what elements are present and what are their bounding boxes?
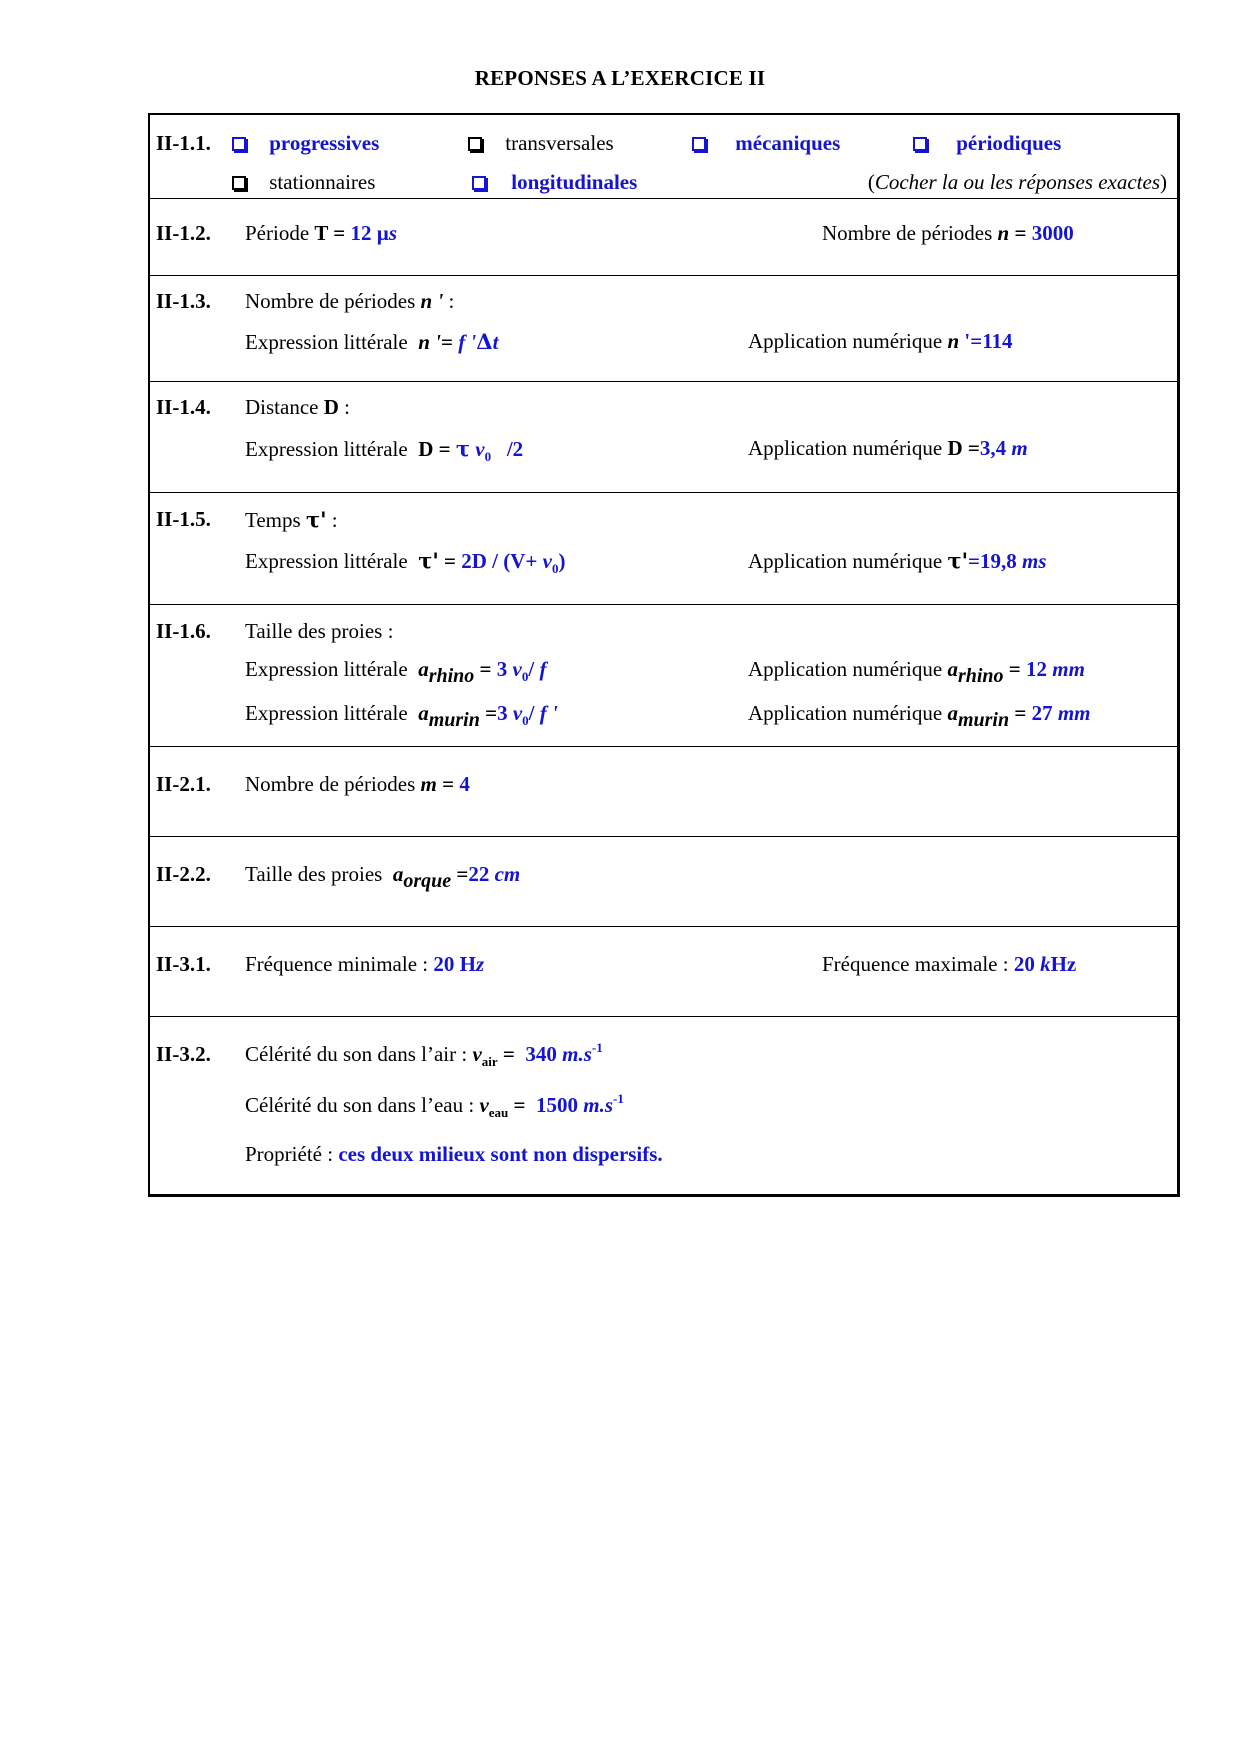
literal-expression-rhino: Expression littérale $a_{rhino} = 3$ $v_0/$ f — [245, 657, 547, 687]
question-number: II-2.2. — [156, 862, 211, 886]
row-q112 — [150, 198, 1177, 276]
question-number: II-1.3. — [156, 289, 211, 313]
water-speed-answer: Célérité du son dans l’eau : $v_{eau} = 1500$ $m.s^{-1}$ — [245, 1091, 624, 1120]
page-title: REPONSES A L’EXERCICE II — [474, 66, 766, 90]
question-number: II-1.5. — [156, 507, 211, 531]
question-number: II-1.2. — [156, 221, 211, 245]
row-q116 — [150, 604, 1177, 747]
option-longitudinales[interactable]: longitudinales — [472, 170, 637, 195]
air-speed-answer: Célérité du son dans l’air : $v_{air} = 340$ $m.s^{-1}$ — [245, 1040, 603, 1069]
literal-expression: Expression littérale $\tau' = 2D / (V+ v_0)$ — [245, 548, 566, 576]
numerical-application: Application numérique D =3,4 m — [748, 436, 1028, 460]
period-count-answer: Nombre de périodes n = 3000 — [822, 221, 1074, 245]
checkbox-icon[interactable] — [472, 176, 486, 190]
question-number: II-1.1. — [156, 131, 211, 155]
row-q132 — [150, 1016, 1177, 1194]
answer-table — [148, 113, 1180, 1197]
numerical-application-rhino: Application numérique $a_{rhino} = 12$ mm — [748, 657, 1085, 687]
checkbox-icon[interactable] — [232, 176, 246, 190]
option-transversales[interactable]: transversales — [468, 131, 614, 156]
row-q114 — [150, 381, 1177, 493]
instruction-note: (Cocher la ou les réponses exactes) — [867, 170, 1167, 194]
question-number: II-2.1. — [156, 772, 211, 796]
option-progressives[interactable]: progressives — [232, 131, 379, 156]
question-intro: Taille des proies : — [245, 619, 394, 643]
max-frequency-answer: Fréquence maximale : 20 kHz — [822, 952, 1077, 976]
period-answer: Période T = 12 µs — [245, 221, 398, 245]
checkbox-icon[interactable] — [468, 137, 482, 151]
question-number: II-1.6. — [156, 619, 211, 643]
question-number: II-3.2. — [156, 1042, 211, 1066]
numerical-application: Application numérique τ'=19,8 ms — [748, 548, 1047, 573]
row-q115 — [150, 492, 1177, 605]
option-periodiques[interactable]: périodiques — [913, 131, 1061, 156]
literal-expression: Expression littérale D = τ $v_0$ /2 — [245, 436, 524, 464]
min-frequency-answer: Fréquence minimale : 20 Hz — [245, 952, 485, 976]
row-q122 — [150, 836, 1177, 927]
numerical-application-murin: Application numérique $a_{murin} = 27$ mm — [748, 701, 1091, 731]
row-q113 — [150, 275, 1177, 382]
question-number: II-3.1. — [156, 952, 211, 976]
question-intro: Nombre de périodes n ' : — [245, 289, 455, 313]
option-stationnaires[interactable]: stationnaires — [232, 170, 375, 195]
checkbox-icon[interactable] — [913, 137, 927, 151]
literal-expression: Expression littérale n '= f 'Δt — [245, 329, 499, 354]
question-intro: Distance D : — [245, 395, 350, 419]
property-answer: Propriété : ces deux milieux sont non dispersifs. — [245, 1142, 663, 1166]
row-q111 — [150, 115, 1177, 199]
row-q131 — [150, 926, 1177, 1017]
row-q121 — [150, 746, 1177, 837]
option-mecaniques[interactable]: mécaniques — [692, 131, 840, 156]
question-number: II-1.4. — [156, 395, 211, 419]
period-count-answer: Nombre de périodes m = 4 — [245, 772, 470, 796]
numerical-application: Application numérique n '=114 — [748, 329, 1013, 353]
prey-size-answer: Taille des proies $a_{orque} =22$ cm — [245, 862, 521, 892]
question-intro: Temps τ' : — [245, 507, 338, 532]
checkbox-icon[interactable] — [692, 137, 706, 151]
literal-expression-murin: Expression littérale $a_{murin} =3$ $v_0/$ f ' — [245, 701, 558, 731]
checkbox-icon[interactable] — [232, 137, 246, 151]
